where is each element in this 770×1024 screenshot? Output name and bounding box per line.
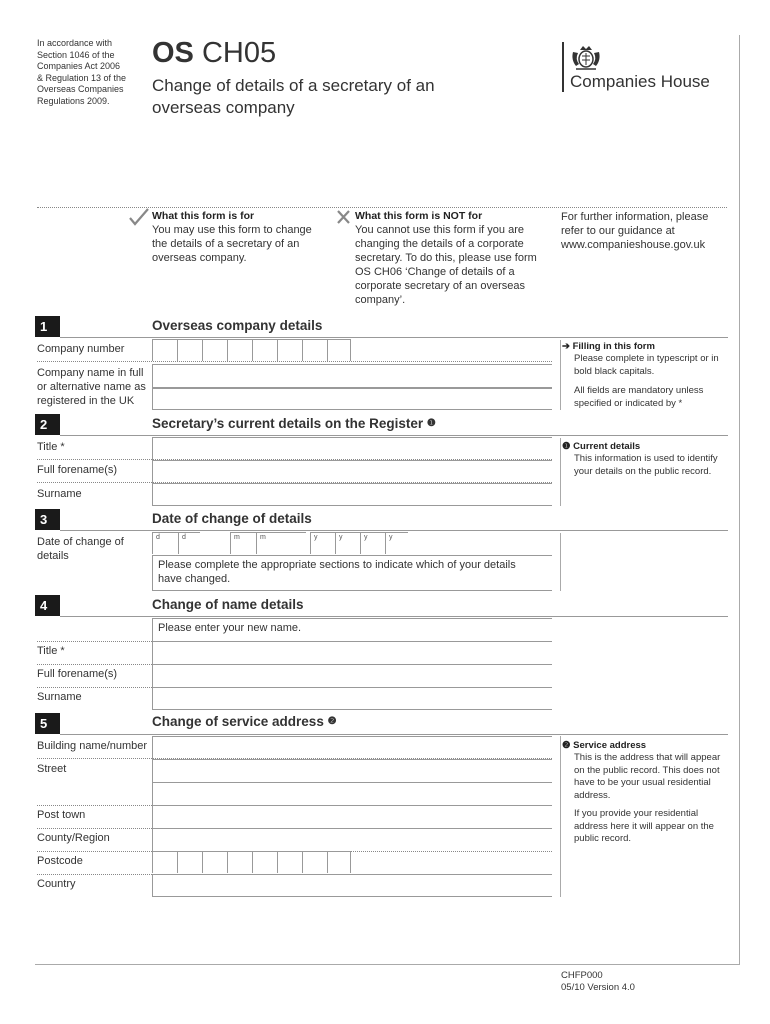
service-address-text-line: If you provide your residential (574, 808, 699, 819)
date-year-cell[interactable] (360, 532, 385, 554)
form-code (152, 36, 276, 70)
form-code-bold: OS (152, 37, 194, 69)
filling-in-title (562, 341, 732, 353)
filling-in-guidance (562, 341, 732, 410)
filling-in-text-line: specified or indicated by * (574, 397, 683, 409)
section-title: Date of change of details (152, 511, 312, 526)
service-address-text-line: address here it will appear on the (574, 820, 714, 832)
logo-bar (562, 42, 564, 92)
legal-note-line: Companies Act 2006 (37, 61, 121, 71)
form-not-for-text: You cannot use this form if you are (355, 224, 524, 236)
surname-input[interactable] (152, 483, 552, 506)
new-surname-input[interactable] (152, 687, 552, 710)
company-name-label-line: Company name in full (37, 367, 144, 379)
date-placeholder: y (389, 534, 393, 541)
form-code-number: CH05 (201, 37, 277, 69)
surname-label: Surname (37, 488, 82, 500)
date-year-cell[interactable] (335, 532, 360, 554)
footer-code: CHFP000 (561, 970, 603, 981)
date-placeholder: y (339, 534, 343, 541)
form-title-line: Change of details of a secretary of an (152, 76, 435, 95)
company-number-cell[interactable] (302, 339, 327, 361)
footer (561, 970, 635, 994)
section-bar (60, 734, 728, 735)
date-placeholder: m (260, 534, 266, 541)
current-details-text-line: This information is used to identify (574, 453, 718, 464)
further-info-text: refer to our guidance at (561, 225, 675, 237)
county-label: County/Region (37, 832, 110, 844)
section-title (152, 416, 436, 431)
further-info-link[interactable]: www.companieshouse.gov.uk (561, 239, 706, 251)
section4-note: Please enter your new name. (158, 622, 302, 634)
date-of-change-label-line: Date of change of (37, 536, 124, 548)
street-input-1[interactable] (152, 759, 552, 782)
legal-note-line: In accordance with (37, 38, 113, 48)
date-year-cell[interactable] (385, 532, 408, 554)
service-address-text-line: public record. (574, 833, 632, 844)
section-number: 2 (35, 414, 60, 435)
company-number-label: Company number (37, 343, 125, 355)
company-number-cell[interactable] (202, 339, 227, 361)
date-placeholder: y (314, 534, 318, 541)
arrow-right-icon: ➔ (562, 341, 570, 352)
postcode-cell[interactable] (277, 851, 302, 873)
form-not-for-text: OS CH06 ‘Change of details of a (355, 266, 515, 278)
forenames-label: Full forename(s) (37, 464, 118, 476)
legal-note-line: Regulations 2009. (37, 95, 110, 106)
new-surname-label: Surname (37, 691, 82, 703)
date-month-cell[interactable] (256, 532, 306, 554)
filling-in-title-text: Filling in this form (572, 341, 655, 352)
company-number-cell[interactable] (277, 339, 302, 361)
form-purpose-text: You may use this form to change (152, 224, 312, 236)
new-forenames-label: Full forename(s) (37, 668, 118, 680)
street-label: Street (37, 763, 67, 775)
country-label: Country (37, 878, 76, 890)
date-day-cell[interactable] (152, 532, 178, 554)
current-details-title-text: Current details (573, 441, 641, 452)
side-divider (560, 438, 561, 506)
new-title-label: Title * (37, 645, 65, 657)
section-bar (60, 337, 728, 338)
post-town-label: Post town (37, 809, 86, 821)
postcode-cell[interactable] (227, 851, 252, 873)
postcode-label: Postcode (37, 855, 83, 867)
form-title (152, 75, 435, 119)
section-number: 3 (35, 509, 60, 530)
form-not-for-text: company’. (355, 294, 406, 306)
note-marker: ❷ (327, 716, 337, 727)
service-address-text-line: This is the address that will appear (574, 752, 721, 763)
date-of-change-label (37, 535, 124, 563)
postcode-cell[interactable] (252, 851, 277, 873)
current-details-title (562, 441, 732, 453)
company-number-cell[interactable] (152, 339, 177, 361)
form-purpose-title: What this form is for (152, 210, 255, 222)
note-marker: ❷ (562, 740, 571, 751)
company-name-label-line: or alternative name as (37, 381, 146, 393)
form-purpose-text: overseas company. (152, 252, 247, 264)
company-name-label-line: registered in the UK (37, 395, 135, 407)
date-placeholder: d (182, 534, 186, 541)
row-divider (37, 361, 552, 362)
further-info (561, 210, 731, 252)
date-month-cell[interactable] (230, 532, 256, 554)
company-name-input-2[interactable] (152, 388, 552, 410)
tick-icon (128, 208, 150, 226)
service-address-guidance (562, 740, 732, 846)
current-details-guidance (562, 441, 732, 478)
section-title-text: Change of service address (152, 714, 324, 729)
section-number: 5 (35, 713, 60, 734)
company-number-cell[interactable] (177, 339, 202, 361)
form-purpose-text: the details of a secretary of an (152, 238, 300, 250)
form-not-for-text: corporate secretary of an overseas (355, 280, 525, 292)
current-details-text-line: your details on the public record. (574, 465, 712, 477)
company-number-cell[interactable] (227, 339, 252, 361)
title-label: Title * (37, 441, 65, 453)
service-address-text-line: have to be your usual residential (574, 777, 711, 788)
note-marker: ❶ (562, 441, 571, 452)
form-purpose (152, 210, 342, 265)
filling-in-text-line: Please complete in typescript or in (574, 353, 719, 364)
street-input-2[interactable] (152, 782, 552, 805)
royal-crest-icon (570, 42, 604, 72)
legal-note-line: Overseas Companies (37, 84, 124, 94)
further-info-text: For further information, please (561, 211, 709, 223)
legal-note-line: & Regulation 13 of the (37, 72, 127, 83)
service-address-title-text: Service address (573, 740, 647, 751)
company-number-cell[interactable] (327, 339, 351, 361)
company-name-input-1[interactable] (152, 364, 552, 388)
form-not-for (355, 210, 555, 307)
section3-note-box (152, 555, 552, 591)
section-bar (60, 530, 728, 531)
section-title: Overseas company details (152, 318, 323, 333)
form-not-for-text: secretary. To do this, please use form (355, 252, 537, 264)
date-placeholder: m (234, 534, 240, 541)
companies-house-logo (562, 40, 732, 95)
side-divider (560, 340, 561, 410)
date-placeholder: d (156, 534, 160, 541)
form-title-line: overseas company (152, 98, 295, 117)
side-divider (560, 736, 561, 897)
postcode-cell[interactable] (177, 851, 202, 873)
form-not-for-text: changing the details of a corporate (355, 238, 524, 250)
country-input[interactable] (152, 874, 552, 897)
company-number-cell[interactable] (252, 339, 277, 361)
brand-name: Companies House (570, 72, 710, 91)
new-forenames-input[interactable] (152, 664, 552, 687)
form-not-for-title: What this form is NOT for (355, 210, 483, 222)
building-label: Building name/number (37, 740, 148, 752)
section3-note-line: have changed. (158, 573, 231, 585)
current-details-text (562, 453, 732, 478)
section4-note-box (152, 618, 552, 642)
section-title: Change of name details (152, 597, 304, 612)
county-input[interactable] (152, 828, 552, 851)
new-title-input[interactable] (152, 641, 552, 664)
filling-in-text-line: bold black capitals. (574, 365, 655, 377)
section-title (152, 714, 337, 729)
building-input[interactable] (152, 736, 552, 759)
note-marker: ❶ (426, 418, 436, 429)
section-number: 4 (35, 595, 60, 616)
filling-in-text-line: All fields are mandatory unless (574, 385, 704, 396)
service-address-title (562, 740, 732, 752)
post-town-input[interactable] (152, 805, 552, 828)
postcode-cell[interactable] (202, 851, 227, 873)
date-day-cell[interactable] (178, 532, 200, 554)
section-bar (60, 616, 728, 617)
title-input[interactable] (152, 437, 552, 460)
forenames-input[interactable] (152, 460, 552, 483)
date-placeholder: y (364, 534, 368, 541)
service-address-text-line: address. (574, 789, 611, 801)
date-of-change-label-line: details (37, 550, 69, 562)
postcode-cell[interactable] (302, 851, 327, 873)
legal-note (37, 38, 137, 107)
postcode-cell[interactable] (327, 851, 351, 873)
section3-note-line: Please complete the appropriate sections to indicate which of your details (158, 559, 516, 571)
postcode-cell[interactable] (152, 851, 177, 873)
cross-icon (336, 209, 351, 225)
section-title-text: Secretary’s current details on the Register (152, 416, 424, 431)
service-address-text (562, 752, 732, 846)
spacer (574, 378, 732, 385)
footer-version: 05/10 Version 4.0 (561, 982, 635, 993)
filling-in-text (562, 353, 732, 410)
section-bar (60, 435, 728, 436)
service-address-text-line: on the public record. This does not (574, 764, 720, 776)
side-divider (560, 533, 561, 591)
company-name-label (37, 366, 146, 408)
legal-note-line: Section 1046 of the (37, 49, 115, 60)
date-year-cell[interactable] (310, 532, 335, 554)
section-number: 1 (35, 316, 60, 337)
